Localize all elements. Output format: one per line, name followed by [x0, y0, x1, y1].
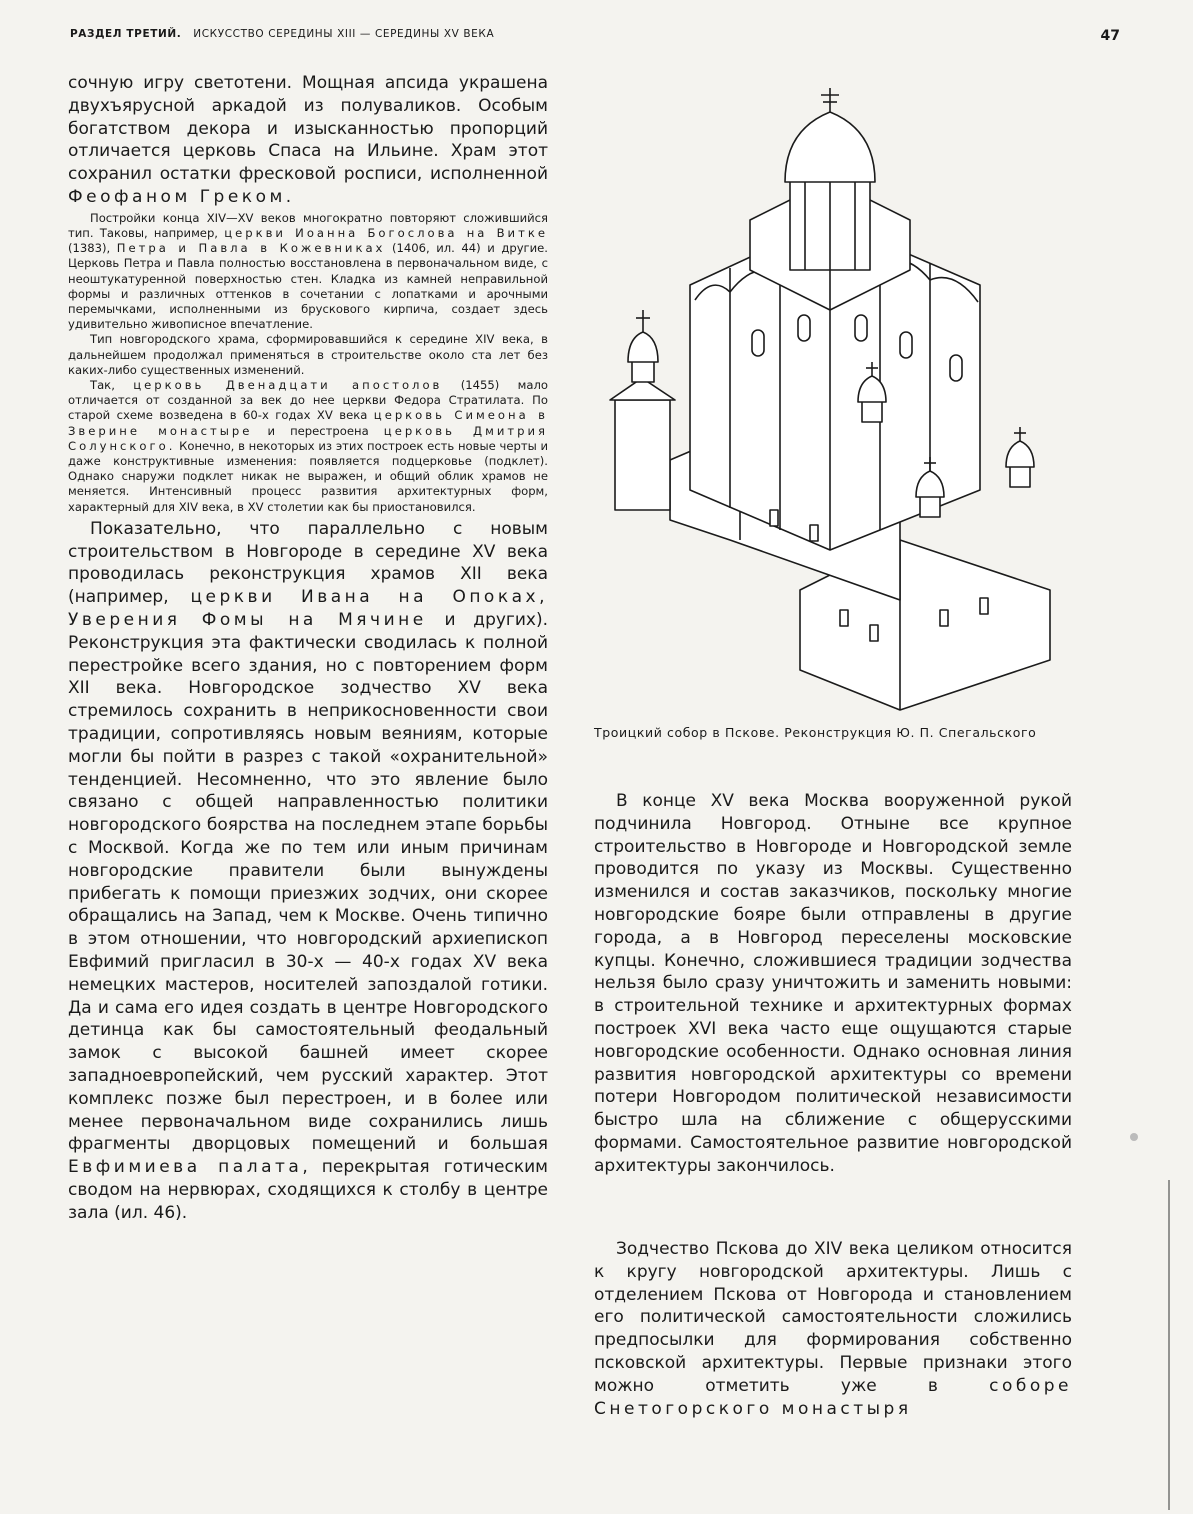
- paragraph: [68, 72, 548, 209]
- text-run: (1406, ил. 44) и другие. Церковь Петра и Павла полностью восстановлена в первоначальном виде, с неоштукатуренной поверхностью стен. Кладка из камней неправильной формы и различных оттенков в сочетании с лопатками и арочными перемычками, исполненными из брускового кирпича, создает здесь удивительно живописное впечатление.: [68, 241, 548, 332]
- spaced-name: Феофаном Греком.: [68, 186, 295, 207]
- page-speck: [1130, 1133, 1138, 1141]
- left-column: [68, 72, 548, 1225]
- spaced-name: церковь Симеона в Зверине монастыре: [68, 408, 548, 438]
- text-run: сочную игру светотени. Мощная апсида украшена двухъярусной аркадой из полувaликов. Особым богатством декора и изысканностью пропорций отличается церковь Спаса на Ильине. Храм этот сохранил остатки фресковой росписи, исполненной: [68, 73, 548, 185]
- spaced-name: церкви Иоанна Богослова на Витке: [224, 225, 548, 240]
- text-run: Постройки конца XIV—XV веков многократно повторяют сложившийся тип. Таковы, например,: [68, 210, 548, 240]
- text-run: (1455) мало отличается от созданной за век до нее церкви Федора Стратилата. По старой схеме возведена в 60-х годах XV века: [68, 378, 548, 423]
- paragraph: [594, 1238, 1072, 1420]
- header-title: [70, 28, 494, 40]
- running-header: [70, 26, 1120, 48]
- figure-caption: Троицкий собор в Пскове. Реконструкция Ю. П. Спегальского: [594, 725, 1037, 740]
- small-paragraph: [68, 211, 548, 333]
- spaced-name: Петра и Павла в Кожевниках: [116, 241, 386, 256]
- text-run: и других). Реконструкция эта фактически сводилась к полной перестройке всего здания, но с повторением форм XII века. Новгородское зодчество XV века стремилось сохранить в неприкосновенности свои традиции, сопротивляясь новым веяниям, которые могли бы пойти в разрез с такой «охранительной» тенденцией. Несомненно, что это явление было связано с общей направленностью политики новгородского боярства на последнем этапе борьбы с Москвой. Когда же по тем или иным причинам новгородские правители были вынуждены прибегать к помощи приезжих зодчих, они скорее обращались на Запад, чем к Москве. Очень типично в этом отношении, что новгородский архиепископ Евфимий пригласил в 30-х — 40-х годах XV века немецких мастеров, носителей запоздалой готики. Да и сама его идея создать в центре Новгородского детинца как бы самостоятельный феодальный замок с высокой башней имеет скорее западноевропейский, чем русский характер. Этот комплекс позже был перестроен, и в более или менее первоначальном виде сохранились лишь фрагменты дворцовых помещений и большая: [68, 610, 548, 1155]
- header-section: РАЗДЕЛ ТРЕТИЙ.: [70, 28, 182, 40]
- text-run: и перестроена: [252, 423, 384, 438]
- text-run: Конечно, в некоторых из этих построек есть новые черты и даже конструктивные изменения: появляется подцерковье (подклет). Однако снаружи подклет никак не выражен, и общий облик храмов не меняется. Интенсивный процесс развития архитектурных форм, характерный для XIV века, в XV столетии как бы приостановился.: [68, 438, 548, 514]
- right-column: [594, 790, 1072, 1178]
- paragraph: В конце XV века Москва вооруженной рукой подчинила Новгород. Отныне все крупное строительство в Новгороде и Новгородской земле проводится по указу из Москвы. Существенно изменился и состав заказчиков, поскольку многие новгородские бояре были отправлены в другие города, а в Новгород переселены московские купцы. Конечно, сложившиеся традиции зодчества нельзя было сразу уничтожить и заменить новыми: в строительной технике и архитектурных формах построек XVI века часто еще ощущаются старые новгородские особенности. Однако основная линия развития новгородской архитектуры со времени потери Новгородом политической независимости быстро шла на сближение с общерусскими формами. Самостоятельное развитие новгородской архитектуры закончилось.: [594, 791, 1072, 1176]
- small-paragraph: Тип новгородского храма, сформировавшийся к середине XIV века, в дальнейшем продолжал применяться в строительстве около ста лет без каких-либо существенных изменений.: [68, 332, 548, 377]
- cathedral-drawing: [600, 70, 1070, 720]
- small-paragraph: [68, 378, 548, 515]
- text-run: (1383),: [68, 241, 117, 256]
- page-number: 47: [1100, 28, 1120, 44]
- page-edge-line: [1168, 1180, 1170, 1510]
- text-run: , перекрытая готическим сводом на нервюрах, сходящихся к столбу в центре зала (ил. 46).: [68, 1157, 548, 1223]
- spaced-name: церковь Двенадцати апостолов: [133, 378, 443, 393]
- spaced-name: церковь Дмитрия Солунского.: [68, 423, 548, 453]
- text-run: Зодчество Пскова до XIV века целиком относится к кругу новгородской архитектуры. Лишь с отделением Пскова от Новгорода и становлением его политической самостоятельности сложились предпосылки для формирования собственно псковской архитектуры. Первые признаки этого можно отметить уже в: [594, 1239, 1072, 1396]
- spaced-name: соборе Снетогорского монастыря: [594, 1375, 1072, 1419]
- cathedral-illustration: [600, 70, 1070, 720]
- text-run: Так,: [90, 378, 134, 393]
- pskov-section: [594, 1238, 1072, 1420]
- small-print-block: [68, 211, 548, 515]
- text-run: Показательно, что параллельно с новым строительством в Новгороде в середине XV века проводилась реконструкция храмов XII века (например,: [68, 518, 548, 608]
- spaced-name: церкви Ивана на Опоках, Уверения Фомы на Мячине: [68, 587, 548, 631]
- header-subtitle: ИСКУССТВО СЕРЕДИНЫ XIII — СЕРЕДИНЫ XV ВЕКА: [193, 28, 495, 40]
- paragraph: [68, 518, 548, 1225]
- spaced-name: Евфимиева палата: [68, 1157, 303, 1178]
